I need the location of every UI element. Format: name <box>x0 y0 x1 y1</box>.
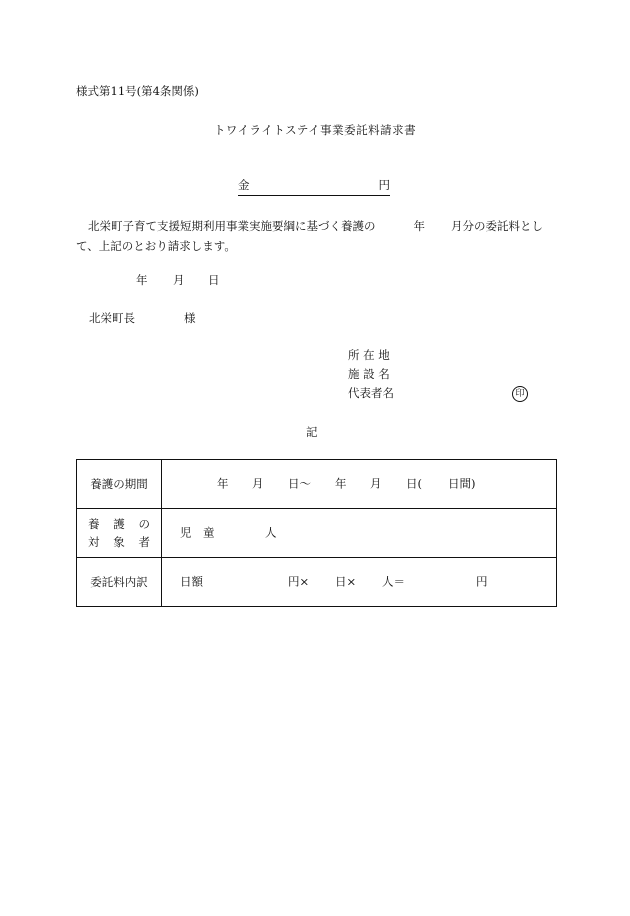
child-label: 児 童 <box>180 525 215 540</box>
child-unit: 人 <box>265 525 277 540</box>
date-month: 月 <box>173 273 185 287</box>
detail-table <box>76 459 557 607</box>
subject-label-char: 護 <box>113 517 125 531</box>
yen-times: 円× <box>288 574 310 589</box>
request-statement <box>76 216 556 256</box>
statement-part2: 月分の委託料として、上記のとおり請求します。 <box>76 219 543 253</box>
sender-address-label: 所 在 地 <box>348 348 390 362</box>
addressee-name: 北栄町長 <box>89 311 135 325</box>
addressee <box>89 311 196 325</box>
amount-label: 金 <box>238 178 250 192</box>
subject-label-char: の <box>138 517 150 531</box>
total-yen: 円 <box>476 574 488 589</box>
table-row <box>77 509 557 558</box>
period-month-end: 月 <box>370 476 382 491</box>
subject-label-char: 対 <box>88 535 100 549</box>
addressee-suffix: 様 <box>184 311 196 325</box>
period-day-start: 日〜 <box>288 476 311 491</box>
daily-rate-label: 日額 <box>180 574 203 589</box>
period-label: 養護の期間 <box>77 460 162 509</box>
document-title: トワイライトステイ事業委託料請求書 <box>213 123 417 137</box>
table-row <box>77 558 557 607</box>
statement-year: 年 <box>413 219 425 233</box>
period-cell <box>162 460 557 509</box>
breakdown-label: 委託料内訳 <box>77 558 162 607</box>
subject-label-char: 象 <box>113 535 125 549</box>
people-equals: 人＝ <box>382 574 405 589</box>
period-month-start: 月 <box>252 476 264 491</box>
date-year: 年 <box>136 273 148 287</box>
seal-mark: 印 <box>512 386 528 402</box>
amount-line <box>238 180 390 196</box>
subject-label-char: 養 <box>88 517 100 531</box>
form-number: 様式第11号(第4条関係) <box>76 84 199 98</box>
sender-rep-label: 代表者名 <box>348 386 394 400</box>
subject-label-char: 者 <box>138 535 150 549</box>
table-row <box>77 460 557 509</box>
record-heading: 記 <box>306 425 318 439</box>
subject-cell <box>162 509 557 558</box>
period-year-end: 年 <box>335 476 347 491</box>
amount-unit: 円 <box>378 178 390 192</box>
sender-facility-label: 施 設 名 <box>348 367 390 381</box>
days-times: 日× <box>335 574 357 589</box>
period-days: 日間) <box>448 476 476 491</box>
subject-label <box>77 509 162 558</box>
period-day-end: 日( <box>406 476 422 491</box>
statement-part1: 北栄町子育て支援短期利用事業実施要綱に基づく養護の <box>88 219 376 233</box>
breakdown-cell <box>162 558 557 607</box>
date-day: 日 <box>208 273 220 287</box>
period-year-start: 年 <box>217 476 229 491</box>
